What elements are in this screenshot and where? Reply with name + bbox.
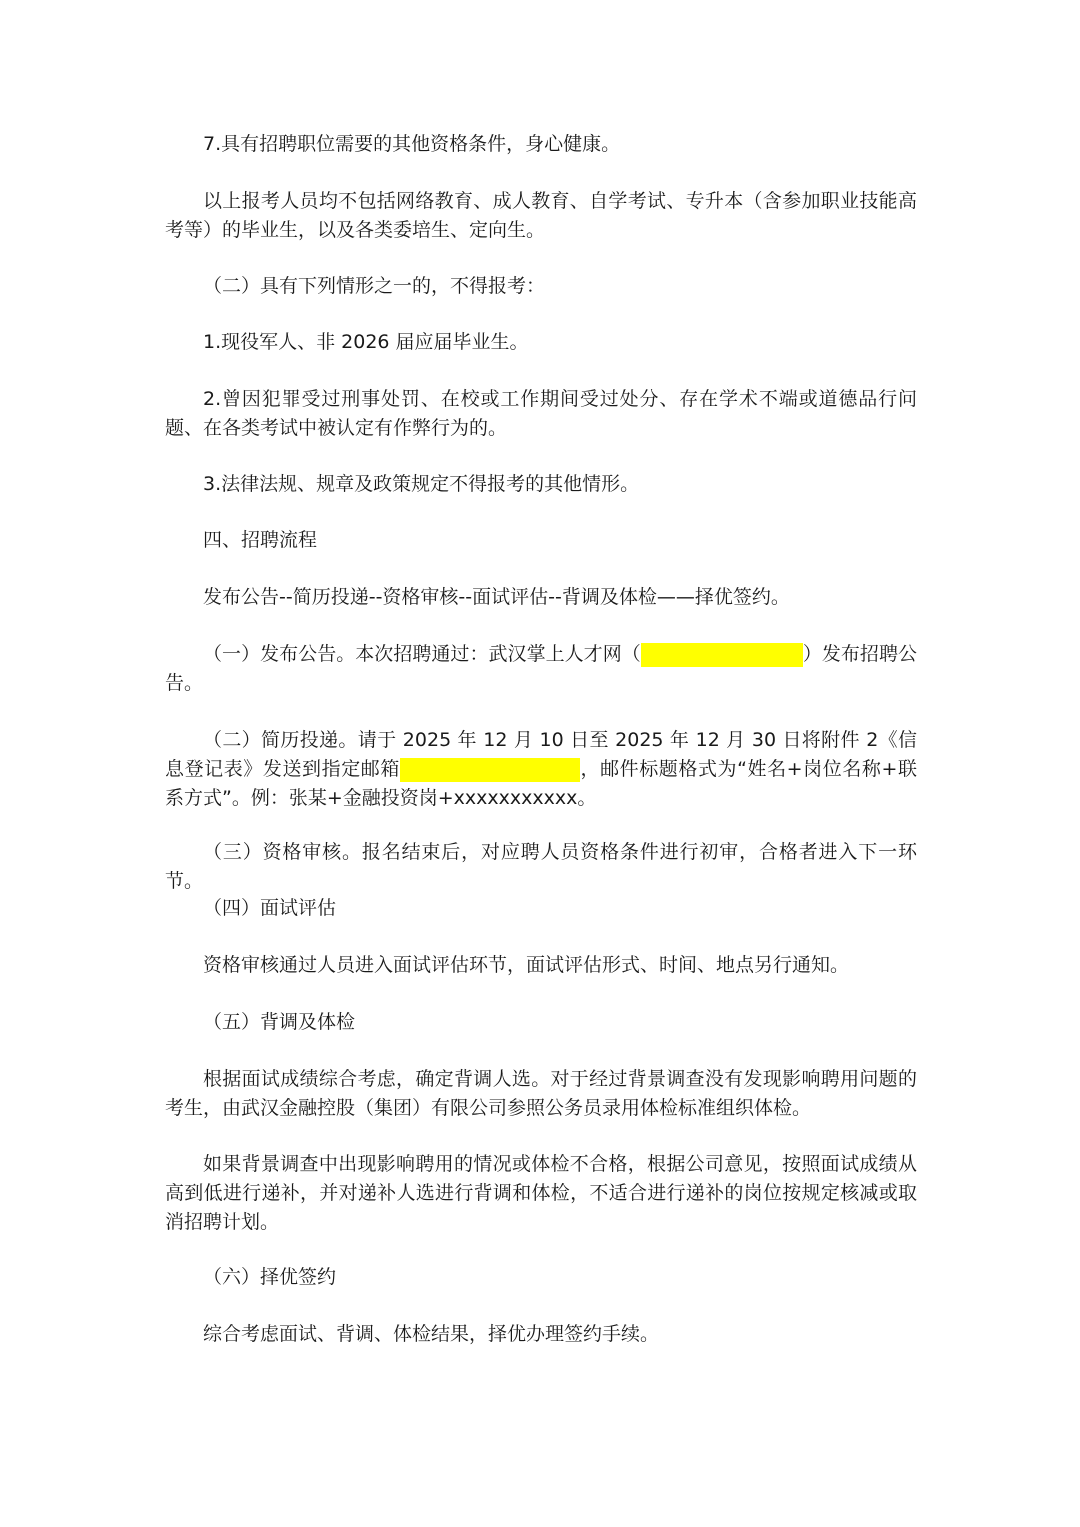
paragraph-section-process-heading: 四、招聘流程 — [203, 529, 318, 551]
paragraph-disqualify-2: 2.曾因犯罪受过刑事处罚、在校或工作期间受过处分、存在学术不端或道德品行问题、在各类考试中被认定有作弊行为的。 — [165, 388, 917, 439]
resume-text-after: ，邮件标题格式为“姓名+岗位名称+联系方式”。例：张某+金融投资岗+xxxxxxxxxxx。 — [165, 758, 917, 809]
paragraph-step-interview-body: 资格审核通过人员进入面试评估环节，面试评估形式、时间、地点另行通知。 — [203, 954, 850, 976]
paragraph-step-resume — [165, 726, 917, 813]
paragraph-step-sign-heading: （六）择优签约 — [203, 1266, 337, 1288]
paragraph-step-review: （三）资格审核。报名结束后，对应聘人员资格条件进行初审，合格者进入下一环节。 — [165, 841, 917, 892]
paragraph-step-announcement — [165, 640, 917, 698]
paragraph-qualification-7: 7.具有招聘职位需要的其他资格条件，身心健康。 — [203, 133, 621, 155]
paragraph-section-disqualify-heading: （二）具有下列情形之一的，不得报考： — [203, 275, 546, 297]
paragraph-process-flow: 发布公告--简历投递--资格审核--面试评估--背调及体检——择优签约。 — [203, 586, 790, 608]
paragraph-step-check-body-2: 如果背景调查中出现影响聘用的情况或体检不合格，根据公司意见，按照面试成绩从高到低进行递补，并对递补人选进行背调和体检，不适合进行递补的岗位按规定核减或取消招聘计划。 — [165, 1153, 917, 1233]
paragraph-step-sign-body: 综合考虑面试、背调、体检结果，择优办理签约手续。 — [203, 1323, 660, 1345]
redacted-email-highlight — [400, 758, 580, 782]
paragraph-disqualify-3: 3.法律法规、规章及政策规定不得报考的其他情形。 — [203, 473, 640, 495]
paragraph-step-interview-heading: （四）面试评估 — [203, 897, 337, 919]
paragraph-step-check-heading: （五）背调及体检 — [203, 1011, 356, 1033]
paragraph-exclusion-note: 以上报考人员均不包括网络教育、成人教育、自学考试、专升本（含参加职业技能高考等）的毕业生，以及各类委培生、定向生。 — [165, 190, 917, 241]
redacted-website-highlight — [641, 643, 803, 667]
paragraph-step-check-body-1: 根据面试成绩综合考虑，确定背调人选。对于经过背景调查没有发现影响聘用问题的考生，由武汉金融控股（集团）有限公司参照公务员录用体检标准组织体检。 — [165, 1068, 917, 1119]
resume-text-before: （二）简历投递。请于 2025 年 12 月 10 日至 2025 年 12 月 30 日将附件 2《信息登记表》发送到指定邮箱 — [165, 729, 917, 780]
announcement-text-after: ）发布招聘公告。 — [165, 643, 917, 694]
paragraph-disqualify-1: 1.现役军人、非 2026 届应届毕业生。 — [203, 331, 529, 353]
announcement-text-before: （一）发布公告。本次招聘通过：武汉掌上人才网（ — [203, 643, 641, 665]
